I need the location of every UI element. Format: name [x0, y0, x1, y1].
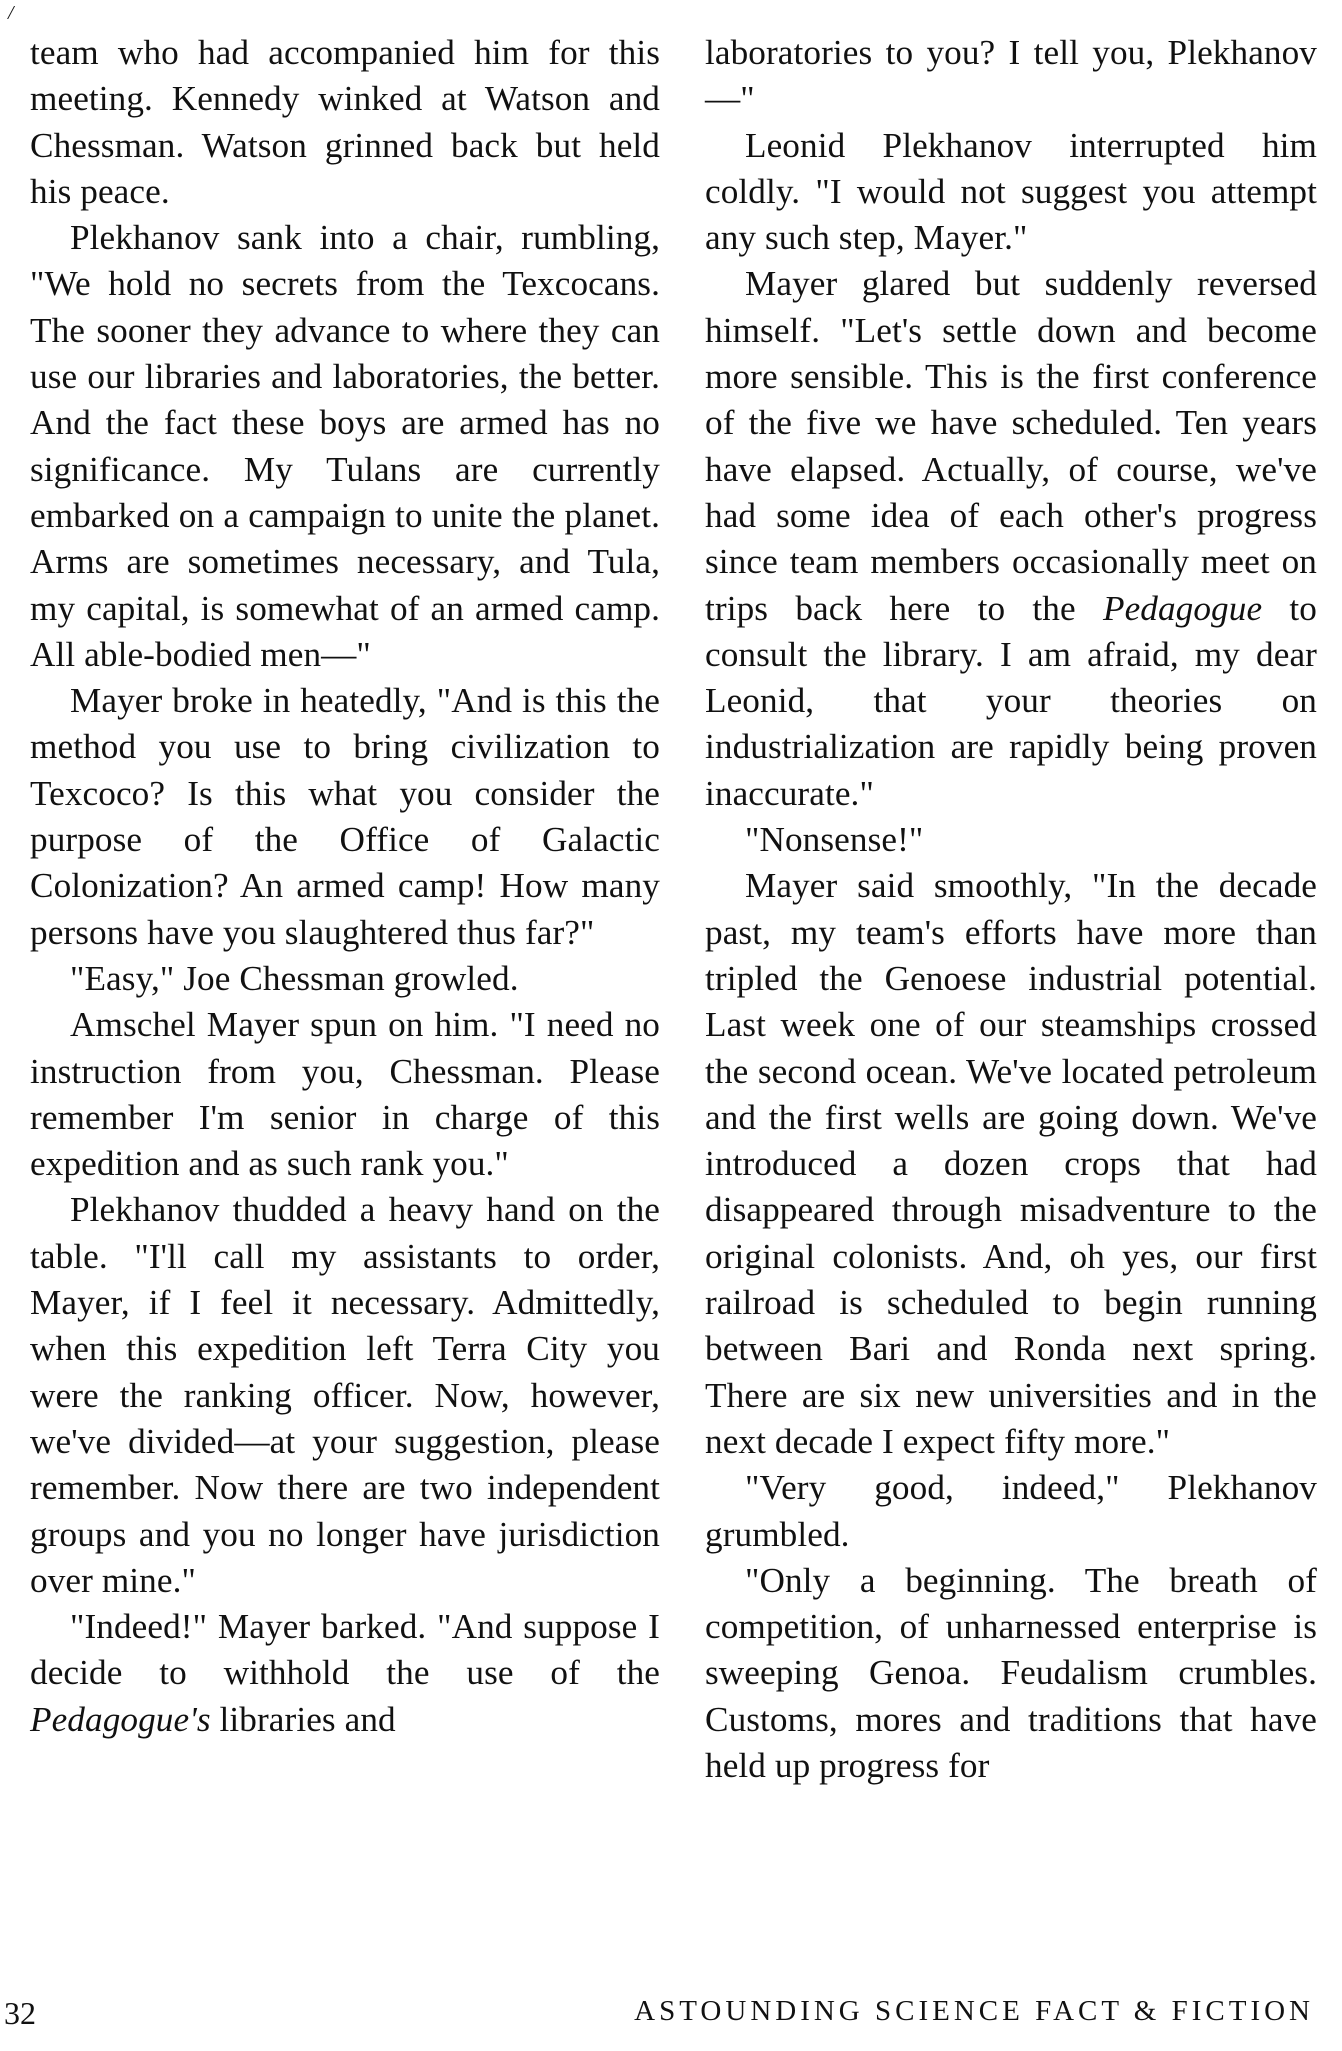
- paragraph: "Nonsense!": [745, 820, 924, 860]
- text-run: to consult the library. I am afraid, my dear Leonid, that your theories on industrialization are rapidly being proven inaccurate.": [705, 588, 1317, 813]
- paragraph: [30, 1604, 660, 1743]
- right-text-column: [705, 30, 1317, 1789]
- italic-ship-name: Pedagogue's: [30, 1699, 211, 1739]
- text-run: Mayer glared but suddenly reversed himself. "Let's settle down and become more sensible. This is the first conference of the five we have scheduled. Ten years have elapsed. Actually, of course, we've had some idea of each other's progress since team members occasionally meet on trips back here to the: [705, 264, 1317, 628]
- text-run: libraries and: [210, 1699, 396, 1739]
- text-run: "Indeed!" Mayer barked. "And suppose I decide to withhold the use of the: [30, 1607, 660, 1693]
- paragraph: Plekhanov thudded a heavy hand on the table. "I'll call my assistants to order, Mayer, if I feel it necessary. Admittedly, when this expedition left Terra City you were the ranking officer. Now, however, we've divided—at your suggestion, please remember. Now there are two independent groups and you no longer have jurisdiction over mine.": [30, 1190, 660, 1600]
- italic-ship-name: Pedagogue: [1102, 588, 1263, 628]
- paragraph: laboratories to you? I tell you, Plekhanov—": [705, 33, 1317, 119]
- paragraph: [705, 261, 1317, 817]
- paragraph: "Only a beginning. The breath of competition, of unharnessed enterprise is sweeping Genoa. Feudalism crumbles. Customs, mores and traditions that have held up progress for: [705, 1560, 1317, 1785]
- paragraph: Plekhanov sank into a chair, rumbling, "We hold no secrets from the Texcocans. The sooner they advance to where they can use our libraries and laboratories, the better. And the fact these boys are armed has no significance. My Tulans are currently embarked on a campaign to unite the planet. Arms are sometimes necessary, and Tula, my capital, is somewhat of an armed camp. All able-bodied men—": [30, 218, 660, 674]
- page-number: 32: [4, 1995, 36, 2031]
- paragraph: Mayer broke in heatedly, "And is this the method you use to bring civilization to Texcoco? Is this what you consider the purpose of the Office of Galactic Colonization? An armed camp! How many persons have you slaughtered thus far?": [30, 681, 660, 952]
- paragraph: team who had accompanied him for this meeting. Kennedy winked at Watson and Chessman. Watson grinned back but held his peace.: [30, 33, 660, 211]
- page-footer: [0, 1995, 1342, 2035]
- paragraph: "Very good, indeed," Plekhanov grumbled.: [705, 1468, 1317, 1554]
- paragraph: "Easy," Joe Chessman growled.: [70, 958, 519, 998]
- paragraph: Leonid Plekhanov interrupted him coldly. "I would not suggest you attempt any such step, Mayer.": [705, 125, 1317, 258]
- running-title: ASTOUNDING SCIENCE FACT & FICTION: [634, 1995, 1314, 2027]
- scan-mark: /: [8, 2, 14, 24]
- left-text-column: [30, 30, 660, 1743]
- paragraph: Mayer said smoothly, "In the decade past, my team's efforts have more than tripled the Genoese industrial potential. Last week one of our steamships crossed the second ocean. We've located petroleum and the first wells are going down. We've introduced a dozen crops that had disappeared through misadventure to the original colonists. And, oh yes, our first railroad is scheduled to begin running between Bari and Ronda next spring. There are six new universities and in the next decade I expect fifty more.": [705, 866, 1317, 1461]
- paragraph: Amschel Mayer spun on him. "I need no instruction from you, Chessman. Please remember I'm senior in charge of this expedition and as such rank you.": [30, 1005, 660, 1184]
